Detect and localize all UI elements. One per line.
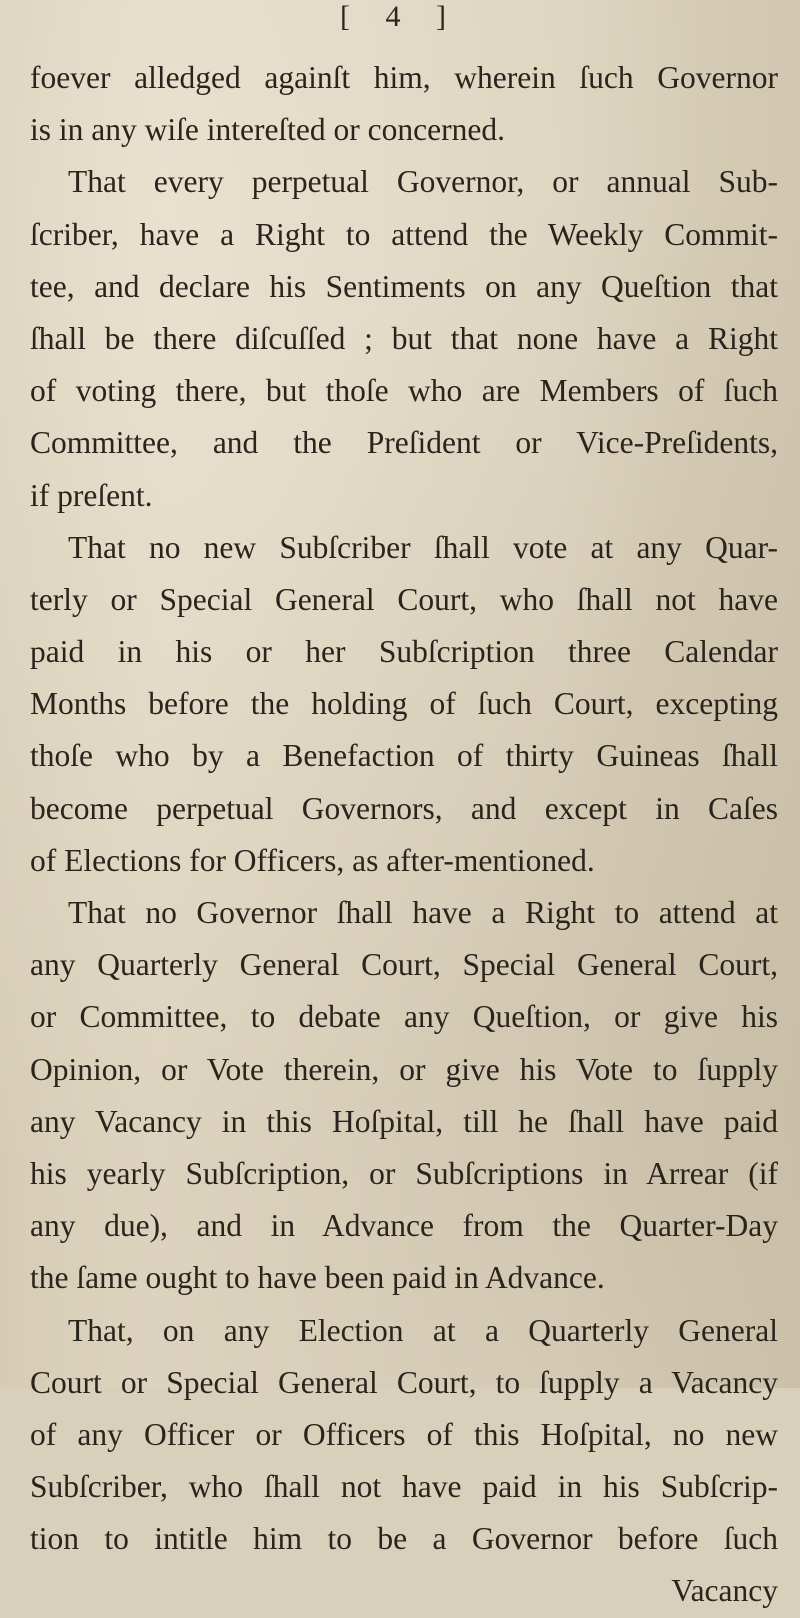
text-line: foever alledged againſt him, wherein ſuch Governor xyxy=(30,60,778,95)
text-line: That no new Subſcriber ſhall vote at any Quar- xyxy=(68,529,778,565)
text-line: tee, and declare his Sentiments on any Queſtion that xyxy=(30,268,778,304)
text-line: any Quarterly General Court, Special General Court, xyxy=(30,947,778,983)
text-line: Months before the holding of ſuch Court, excepting xyxy=(30,686,778,722)
page-number: [ 4 ] xyxy=(340,0,460,33)
text-line: of voting there, but thoſe who are Members of ſuch xyxy=(30,373,778,409)
body-text xyxy=(30,52,778,1618)
text-line: Committee, and the Preſident or Vice-Preſidents, xyxy=(30,425,778,461)
text-line: of any Officer or Officers of this Hoſpital, no new xyxy=(30,1416,778,1452)
text-line: the ſame ought to have been paid in Advance. xyxy=(30,1260,605,1296)
text-line: ſhall be there diſcuſſed ; but that none have a Right xyxy=(30,320,778,356)
text-line: or Committee, to debate any Queſtion, or give his xyxy=(30,999,778,1035)
text-line: his yearly Subſcription, or Subſcriptions in Arrear (if xyxy=(30,1155,778,1191)
text-line: Subſcriber, who ſhall not have paid in his Subſcrip- xyxy=(30,1469,778,1505)
text-line: That, on any Election at a Quarterly General xyxy=(68,1312,778,1348)
text-line: ſcriber, have a Right to attend the Weekly Commit- xyxy=(30,216,778,252)
text-line: is in any wiſe intereſted or concerned. xyxy=(30,112,505,148)
text-line: thoſe who by a Benefaction of thirty Guineas ſhall xyxy=(30,738,778,774)
text-line: That no Governor ſhall have a Right to attend at xyxy=(68,895,778,930)
text-line: of Elections for Officers, as after-mentioned. xyxy=(30,842,595,878)
text-line: any due), and in Advance from the Quarter-Day xyxy=(30,1208,778,1244)
text-line: Opinion, or Vote therein, or give his Vote to ſupply xyxy=(30,1051,778,1087)
text-line: paid in his or her Subſcription three Calendar xyxy=(30,634,778,670)
text-line: That every perpetual Governor, or annual Sub- xyxy=(68,164,778,200)
text-line: if preſent. xyxy=(30,477,153,513)
text-line: become perpetual Governors, and except in Caſes xyxy=(30,790,778,826)
text-line: terly or Special General Court, who ſhall not have xyxy=(30,581,778,617)
text-line: Court or Special General Court, to ſupply a Vacancy xyxy=(30,1364,778,1400)
text-line: tion to intitle him to be a Governor before ſuch xyxy=(30,1521,778,1557)
text-line: any Vacancy in this Hoſpital, till he ſhall have paid xyxy=(30,1103,778,1139)
catchword: Vacancy xyxy=(671,1573,778,1609)
